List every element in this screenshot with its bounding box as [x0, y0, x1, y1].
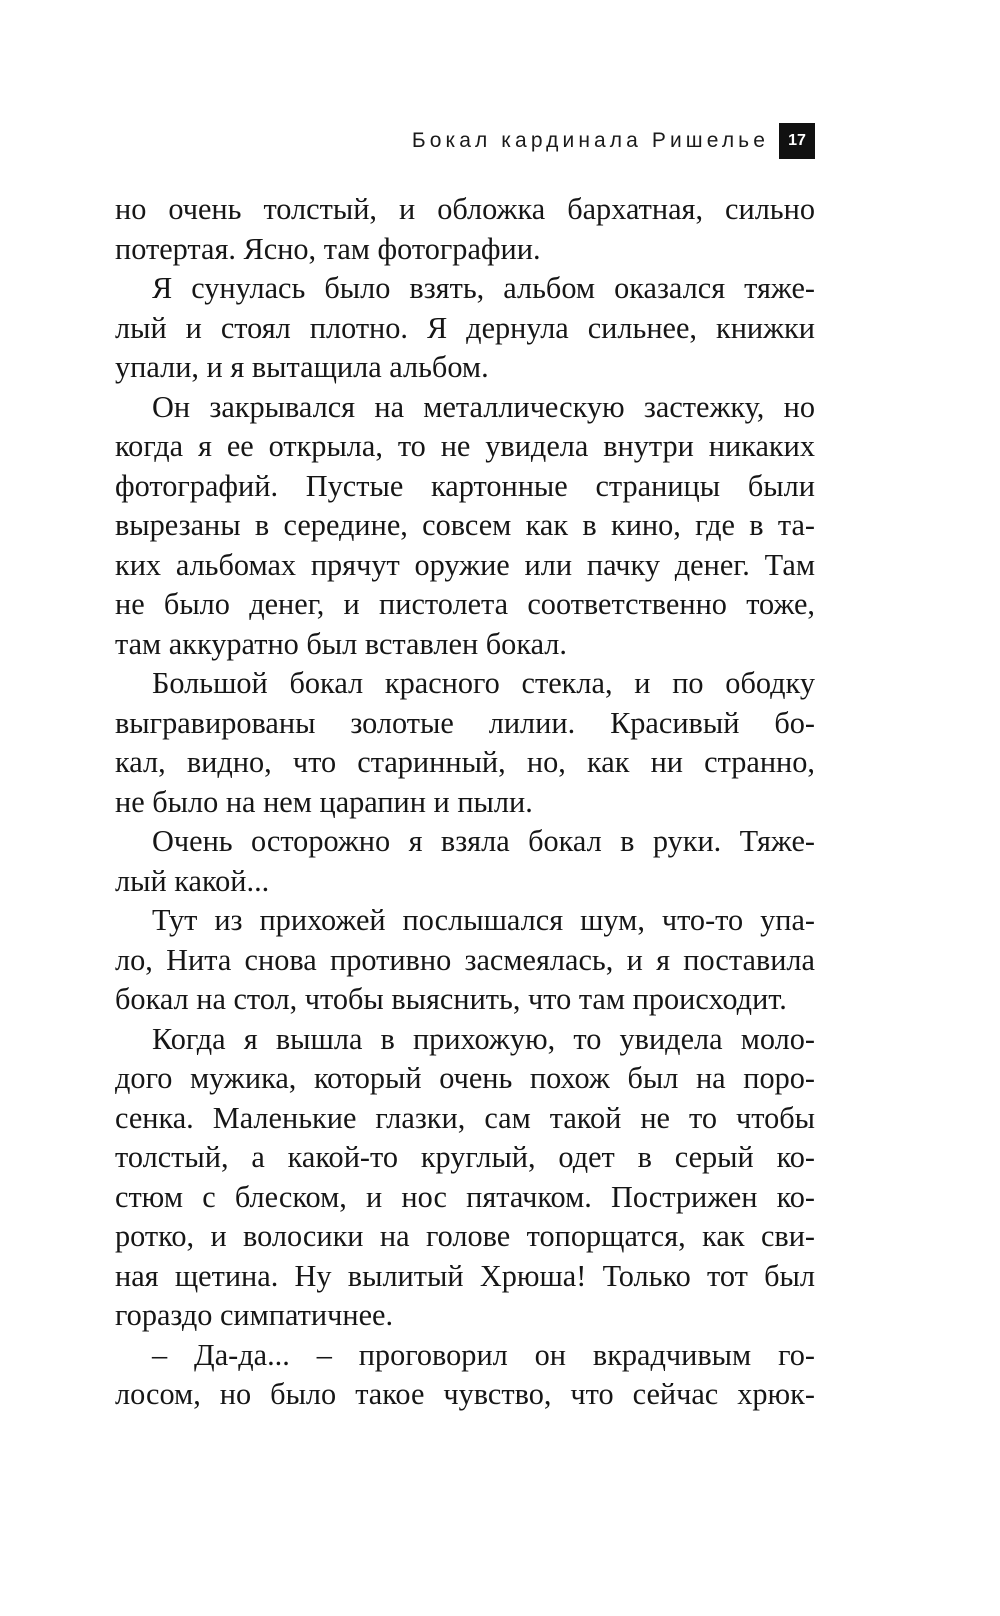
text-line: сенка. Маленькие глазки, сам такой не то чтобы [115, 1100, 815, 1135]
text-line: когда я ее открыла, то не увидела внутри никаких [115, 429, 815, 463]
text-line: упали, и я вытащила альбом. [115, 350, 489, 384]
text-line: лый и стоял плотно. Я дернула сильнее, книжки [115, 310, 815, 345]
text-line: выгравированы золотые лилии. Красивый бо- [115, 705, 815, 740]
text-line: ких альбомах прячут оружие или пачку денег. Там [115, 547, 815, 582]
text-line: толстый, а какой-то круглый, одет в серый ко- [115, 1140, 815, 1174]
text-line: Он закрывался на металлическую застежку, но [152, 389, 815, 424]
running-title: Бокал кардинала Ришелье [411, 129, 769, 152]
text-line: ротко, и волосики на голове топорщатся, как сви- [115, 1219, 815, 1253]
text-line: но очень толстый, и обложка бархатная, сильно [115, 192, 815, 226]
paragraph [115, 269, 815, 388]
text-line: бокал на стол, чтобы выяснить, что там происходит. [115, 982, 787, 1016]
text-line: не было денег, и пистолета соответственно тоже, [115, 587, 815, 621]
text-line: – Да-да... – проговорил он вкрадчивым го- [152, 1337, 815, 1372]
text-line: гораздо симпатичнее. [115, 1298, 394, 1332]
text-line: Большой бокал красного стекла, и по ободку [152, 666, 815, 700]
book-text [115, 190, 815, 1415]
text-line: кал, видно, что старинный, но, как ни странно, [115, 745, 815, 779]
running-header [412, 123, 815, 159]
text-line: не было на нем царапин и пыли. [115, 784, 533, 819]
paragraph [115, 1020, 815, 1336]
text-line: вырезаны в середине, совсем как в кино, где в та- [115, 508, 815, 542]
text-line: ло, Нита снова противно засмеялась, и я поставила [115, 942, 815, 977]
paragraph [115, 190, 815, 269]
paragraph [115, 664, 815, 822]
paragraph [115, 388, 815, 665]
paragraph [115, 901, 815, 1020]
text-line: ная щетина. Ну вылитый Хрюша! Только тот был [115, 1258, 815, 1293]
paragraph [115, 1336, 815, 1415]
text-line: потертая. Ясно, там фотографии. [115, 231, 541, 266]
text-line: лосом, но было такое чувство, что сейчас хрюк- [115, 1377, 815, 1411]
text-line: Я сунулась было взять, альбом оказался тяже- [152, 271, 815, 305]
text-line: стюм с блеском, и нос пятачком. Пострижен ко- [115, 1179, 815, 1214]
text-line: Очень осторожно я взяла бокал в руки. Тяже- [152, 824, 815, 858]
text-line: там аккуратно был вставлен бокал. [115, 626, 567, 661]
text-line: фотографий. Пустые картонные страницы были [115, 468, 815, 503]
text-line: Когда я вышла в прихожую, то увидела моло- [152, 1021, 815, 1056]
paragraph [115, 822, 815, 901]
page-number: 17 [779, 123, 815, 159]
text-line: дого мужика, который очень похож был на поро- [115, 1061, 815, 1095]
text-line: Тут из прихожей послышался шум, что-то упа- [152, 903, 815, 937]
text-line: лый какой... [115, 863, 270, 898]
